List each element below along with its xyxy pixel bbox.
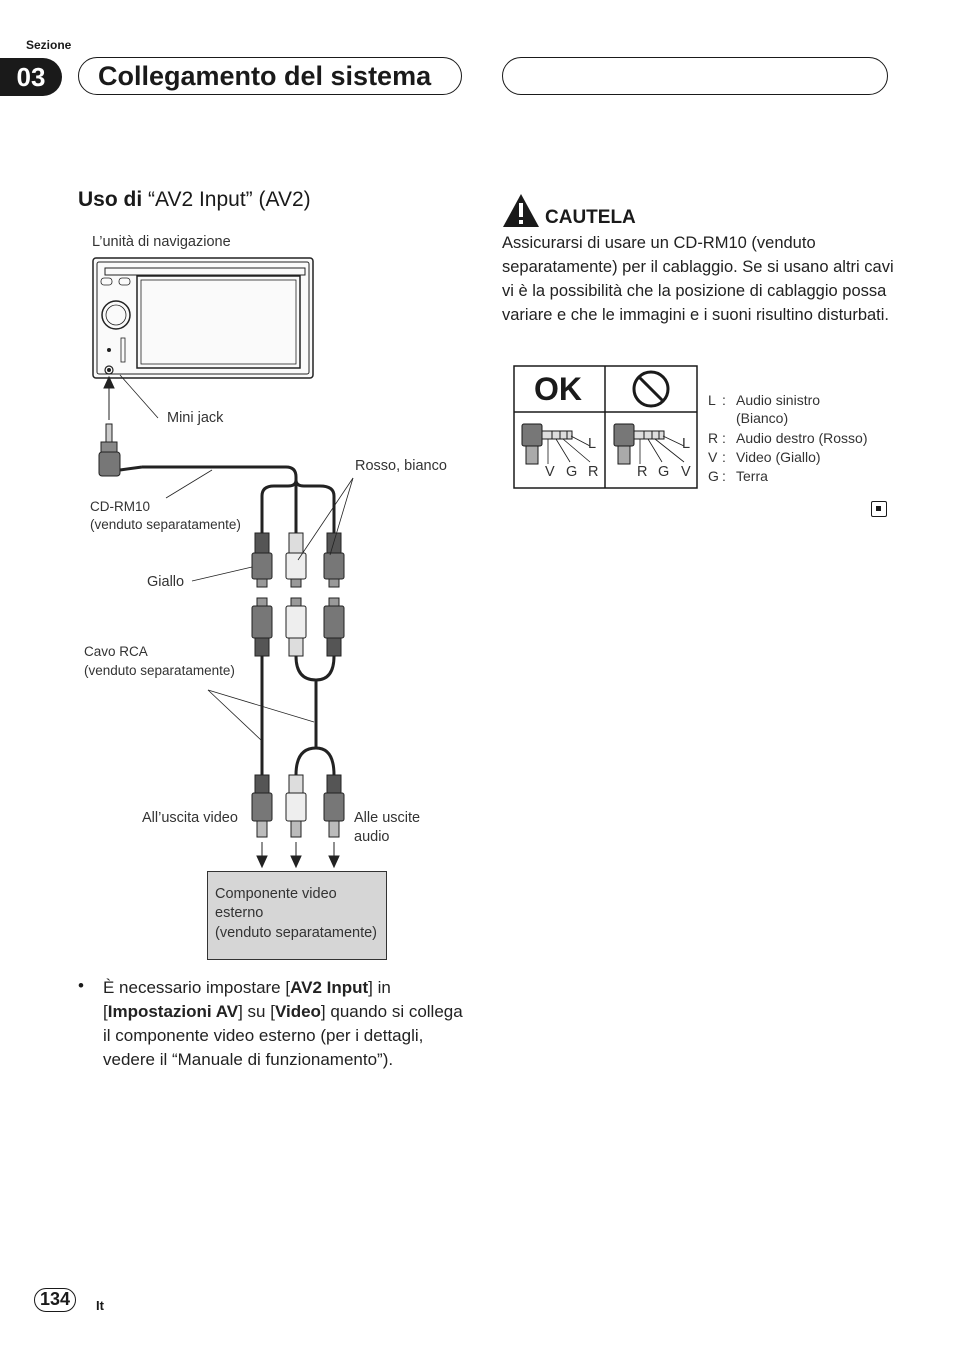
ng-plug-icon [614, 424, 684, 464]
bullet-b1: AV2 Input [290, 978, 369, 997]
label-cd-rm10: CD-RM10 [90, 499, 151, 514]
ok-plug-g: G [566, 464, 578, 480]
bullet-t2: ] in [ [103, 978, 391, 1021]
legend-value-v: Video (Giallo) [736, 449, 821, 465]
label-ext-component-2: esterno [215, 905, 264, 921]
legend-key-v: V [708, 449, 718, 465]
section-number: 03 [0, 58, 62, 96]
rca-cable [262, 656, 334, 775]
bullet-t3: ] su [ [238, 1002, 275, 1021]
caution-text: Assicurarsi di usare un CD-RM10 (venduto separatamente) per il cablaggio. Se si usano altri cavi vi è la possibilità che la posizione di cablaggio possa variare e che le immagini e i suoni risultino disturbati. [502, 234, 894, 324]
label-rca-cable-note: (venduto separatamente) [84, 663, 235, 678]
page-number: 134 [34, 1288, 76, 1312]
rca-bottom-plugs [252, 775, 344, 837]
section-label: Sezione [26, 38, 72, 52]
label-audio-out-2: audio [354, 829, 390, 845]
bullet-b2: Impostazioni AV [107, 1002, 239, 1021]
heading-main: “AV2 Input” (AV2) [148, 188, 311, 211]
end-mark-icon [871, 501, 887, 517]
legend-value-r: Audio destro (Rosso) [736, 430, 868, 446]
ng-plug-r: R [637, 464, 648, 480]
page-title: Collegamento del sistema [98, 61, 432, 91]
legend-key-g: G [708, 468, 719, 484]
legend-value-l: Audio sinistro [736, 392, 821, 408]
warning-triangle-icon [503, 194, 539, 227]
ng-plug-l: L [682, 436, 691, 452]
bullet-symbol: • [78, 976, 84, 995]
bullet-text [103, 976, 467, 1072]
bullet-b3: Video [274, 1002, 321, 1021]
label-red-white: Rosso, bianco [355, 458, 447, 474]
legend-sep-r: : [722, 430, 726, 446]
label-cd-rm10-note: (venduto separatamente) [90, 517, 241, 532]
ok-plug-icon [522, 424, 590, 464]
label-audio-out: Alle uscite [354, 810, 421, 826]
language-code: It [96, 1298, 104, 1313]
ok-plug-v: V [545, 464, 555, 480]
prohibited-icon [634, 372, 668, 406]
legend-value-g: Terra [736, 468, 768, 484]
label-video-out: All’uscita video [142, 810, 238, 826]
caution-title: CAUTELA [545, 207, 636, 228]
label-rca-cable: Cavo RCA [84, 644, 148, 659]
navigation-unit [93, 258, 313, 378]
mini-jack-plug [99, 424, 142, 476]
legend-value-l-2: (Bianco) [736, 410, 789, 426]
rca-middle-plugs [252, 598, 344, 656]
legend-sep-v: : [722, 449, 726, 465]
ng-plug-g: G [658, 464, 670, 480]
label-mini-jack: Mini jack [167, 410, 224, 426]
ng-plug-v: V [681, 464, 691, 480]
legend-key-r: R [708, 430, 719, 446]
label-ext-component-3: (venduto separatamente) [215, 925, 378, 941]
label-navigation-unit: L’unità di navigazione [92, 234, 231, 250]
heading-prefix: Uso di [78, 188, 143, 211]
label-yellow: Giallo [147, 574, 185, 590]
legend-key-l: L [708, 392, 716, 408]
ok-plug-l: L [588, 436, 597, 452]
cd-rm10-cable [142, 467, 334, 548]
label-ext-component: Componente video [215, 886, 337, 902]
legend-sep-g: : [722, 468, 726, 484]
bullet-t4: ] quando si collega il componente video esterno (per i dettagli, vedere il “Manuale di funzionamento”). [103, 1002, 463, 1069]
ok-plug-r: R [588, 464, 599, 480]
minijack-arrow [104, 375, 158, 420]
legend-sep-l: : [722, 392, 726, 408]
output-arrows [257, 842, 339, 867]
bullet-t1: È necessario impostare [ [103, 978, 291, 997]
ok-label: OK [534, 371, 582, 407]
